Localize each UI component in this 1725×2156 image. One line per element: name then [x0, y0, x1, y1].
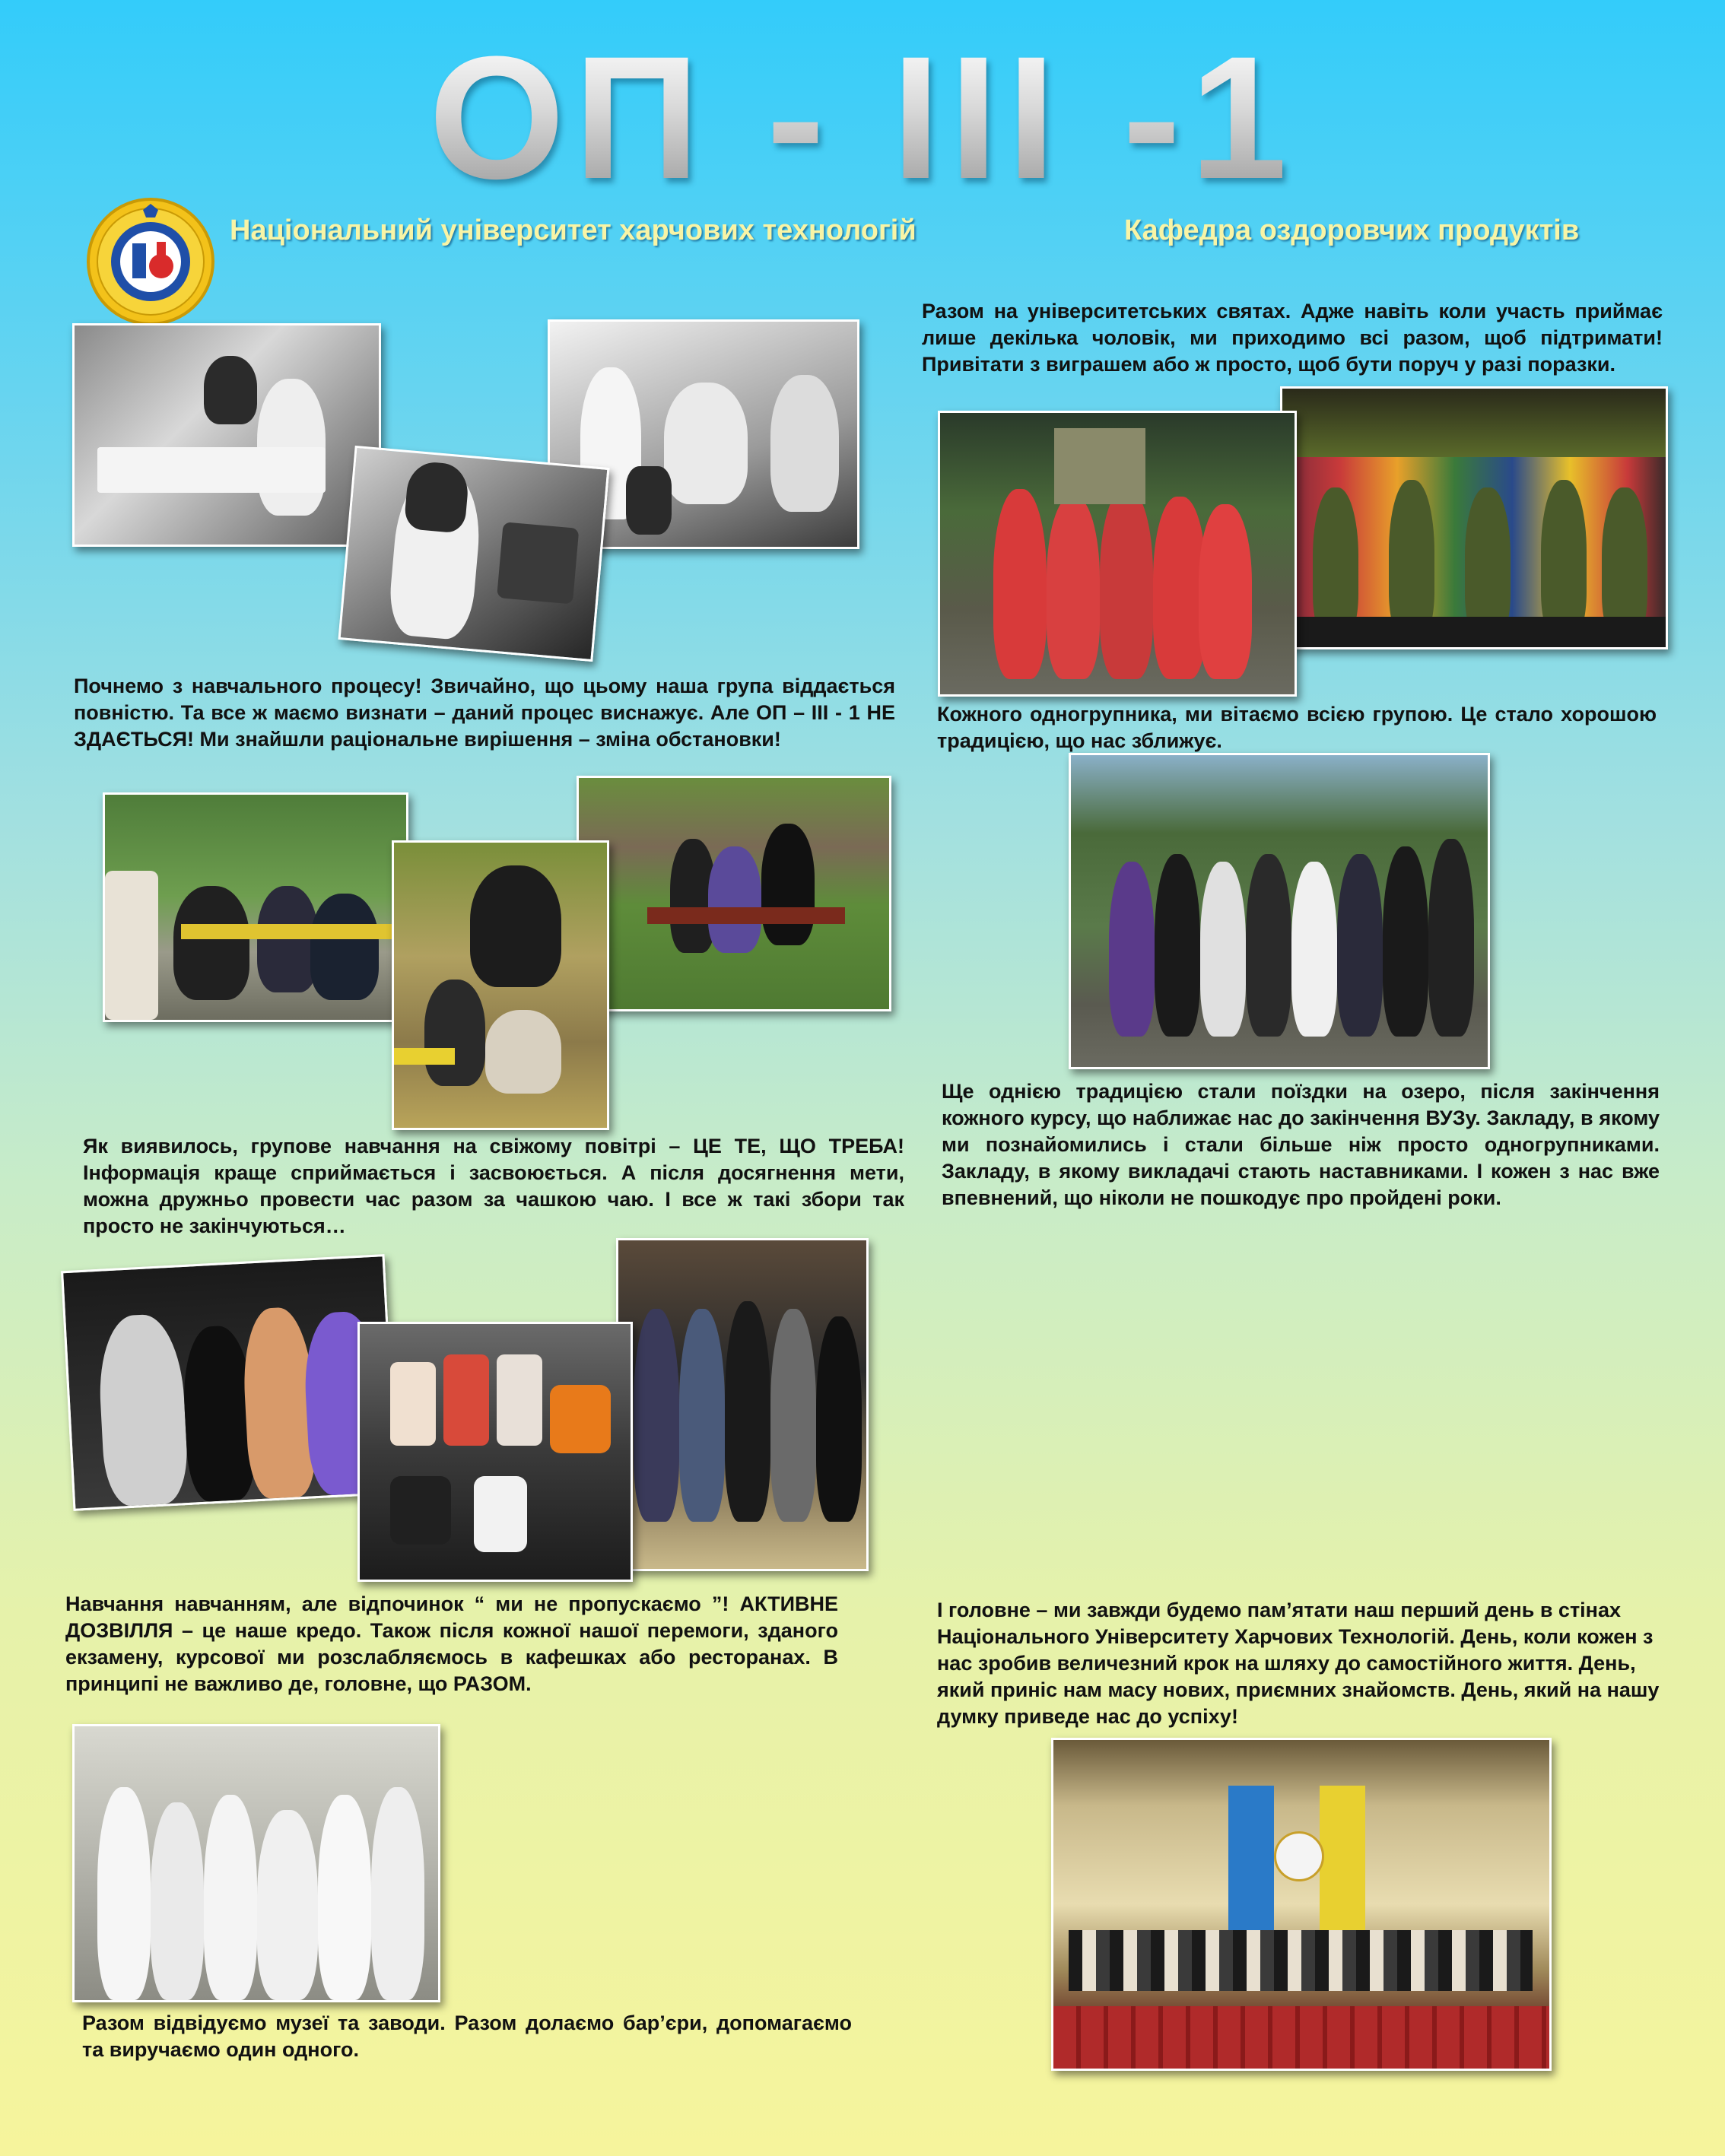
photo-study-2	[338, 446, 609, 662]
department-name: Кафедра оздоровчих продуктів	[1124, 214, 1580, 246]
photo-leisure-1	[61, 1254, 397, 1511]
paragraph-lake: Ще однією традицією стали поїздки на озеро, після закінчення кожного курсу, що наближає нас до закінчення ВУЗу. Закладу, в якому ми познайомились і стали більше ніж просто одногрупниками. Закладу, в якому викладачі стають наставниками. І кожен з нас вже впевнений, що ніколи не пошкодує про пройдені роки.	[942, 1080, 1660, 1209]
paragraph-birthdays: Кожного одногрупника, ми вітаємо всією групою. Це стало хорошою традицією, що нас зближує.	[937, 703, 1657, 752]
university-logo	[85, 196, 216, 327]
paragraph-museum: Разом відвідуємо музеї та заводи. Разом долаємо бар’єри, допомагаємо та виручаємо один одного.	[82, 2012, 852, 2061]
photo-birthday-group	[1069, 753, 1490, 1069]
university-name: Національний університет харчових технологій	[230, 214, 917, 246]
photo-study-1	[72, 323, 381, 547]
photo-leisure-2	[357, 1322, 633, 1582]
photo-leisure-3	[616, 1238, 869, 1571]
paragraph-study: Почнемо з навчального процесу! Звичайно, що цьому наша група віддається повністю. Та все ж маємо визнати – даний процес виснажує. Але ОП – ІІІ - 1 НЕ ЗДАЄТЬСЯ! Ми знайшли раціональне вирішення – зміна обстановки!	[74, 675, 895, 751]
photo-museum	[72, 1724, 440, 2002]
photo-park-3	[577, 776, 891, 1011]
paragraph-holidays: Разом на університетських святах. Адже навіть коли участь приймає лише декілька чоловік, ми приходимо всі разом, щоб підтримати! Привітати з виграшем або ж просто, щоб бути поруч у разі поразки.	[922, 300, 1663, 376]
paragraph-outdoor: Як виявилось, групове навчання на свіжому повітрі – ЦЕ ТЕ, ЩО ТРЕБА! Інформація краще сприймається і засвоюється. А після досягнення мети, можна дружньо провести час разом за чашкою чаю. І все ж такі збори так просто не закінчуються…	[83, 1135, 904, 1237]
photo-park-2	[392, 840, 609, 1130]
poster-title: ОП - ІІІ -1	[0, 30, 1725, 205]
paragraph-first-day: І головне – ми завжди будемо пам’ятати наш перший день в стінах Національного Університету Харчових Технологій. День, коли кожен з нас зробив величезний крок на шляху до самостійного життя. День, який приніс нам масу нових, приємних знайомств. День, який на нашу думку приведе нас до успіху!	[937, 1599, 1660, 1728]
paragraph-leisure: Навчання навчанням, але відпочинок “ ми не пропускаємо ”! АКТИВНЕ ДОЗВІЛЛЯ – це наше кредо. Також після кожної нашої перемоги, зданого екзамену, курсової ми розслабляємось в кафешках або ресторанах. В принципі не важливо де, головне, що РАЗОМ.	[65, 1592, 838, 1695]
photo-first-day-hall	[1051, 1738, 1552, 2071]
photo-holiday-team	[938, 411, 1297, 697]
emblem-icon	[85, 196, 216, 327]
photo-holiday-stage	[1280, 386, 1668, 649]
photo-park-1	[103, 792, 408, 1022]
